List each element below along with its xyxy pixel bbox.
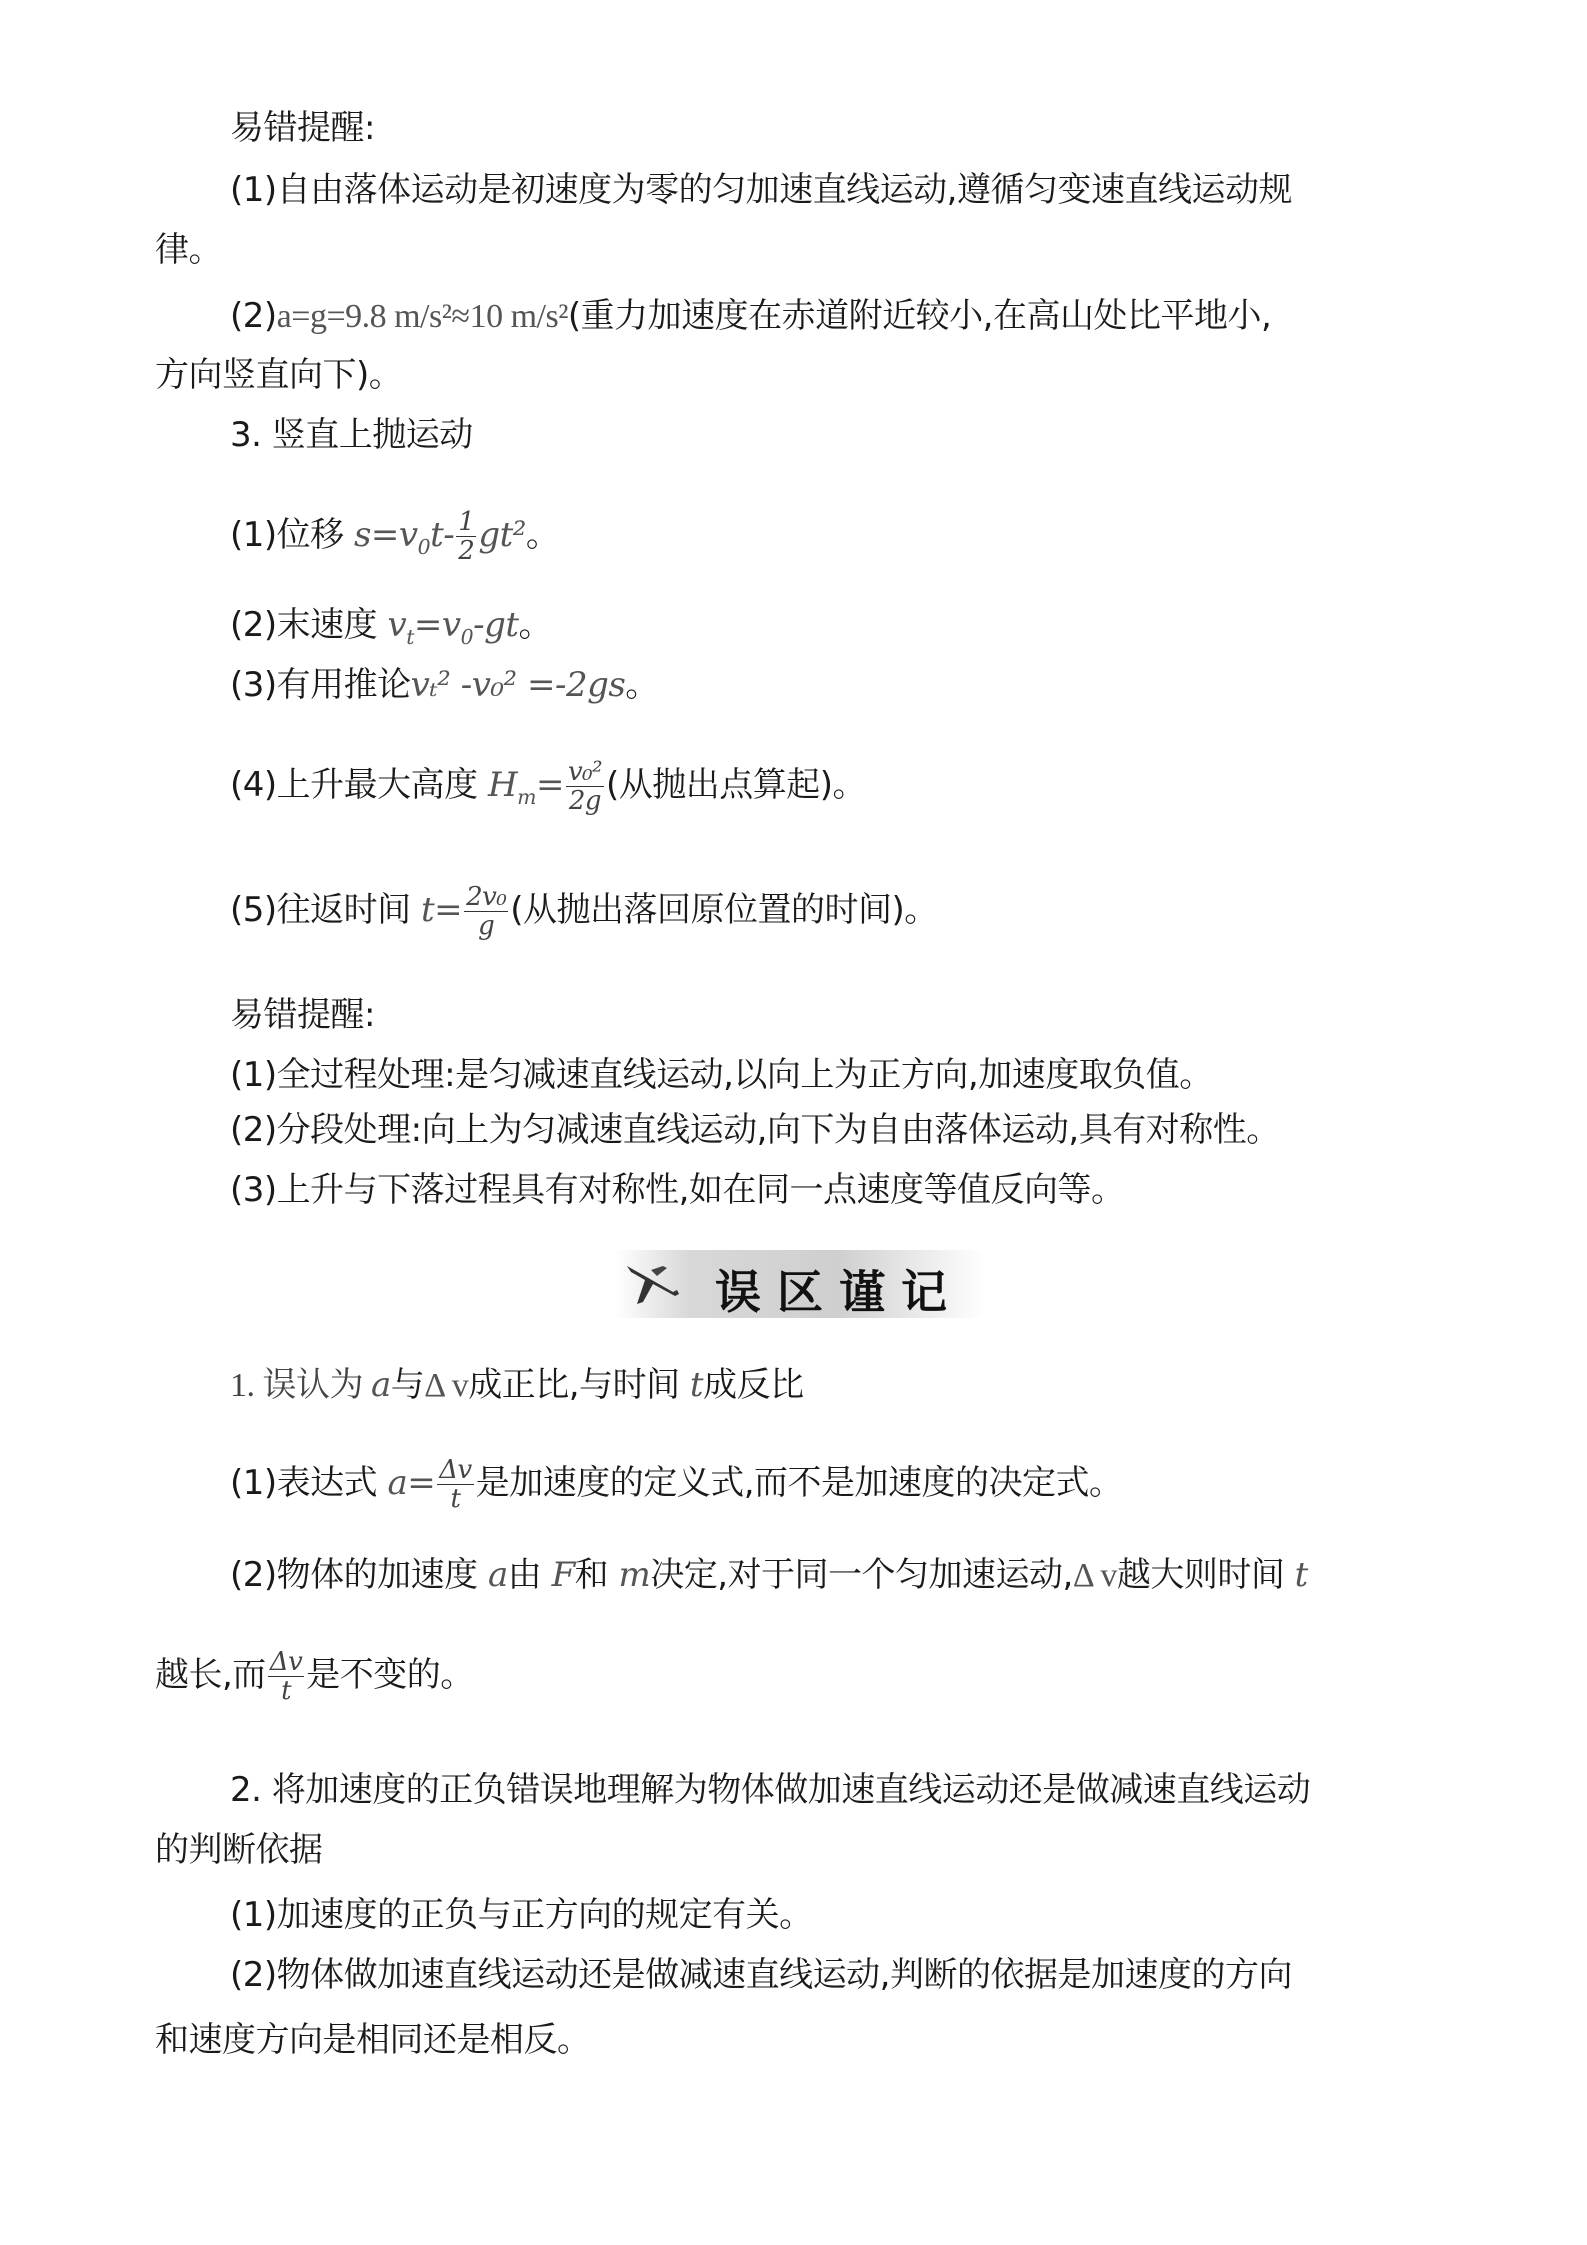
tip-2-prefix: (2): [230, 296, 277, 336]
misconception-2-sub-2-line-2: 和速度方向是相同还是相反。: [155, 2020, 591, 2060]
tip-2-text: (重力加速度在赤道附近较小,在高山处比平地小,: [567, 296, 1272, 336]
misconception-2-sub-1: (1)加速度的正负与正方向的规定有关。: [230, 1895, 813, 1935]
tip-1-line-1: (1)自由落体运动是初速度为零的匀加速直线运动,遵循匀变速直线运动规: [230, 170, 1292, 210]
fraction-v0sq-over-2g: $\frac{\text{v₀²}}{2g}$: [567, 757, 603, 816]
tip-symmetry: (3)上升与下落过程具有对称性,如在同一点速度等值反向等。: [230, 1170, 1125, 1210]
item-max-height: (4)上升最大高度 $H_m=$ $\frac{\text{v₀²}}{2g}$ (从抛出点算起)。: [230, 757, 867, 816]
item-useful-inference: (3)有用推论vₜ² -v₀² =-2gs。: [230, 665, 659, 705]
misconception-1-heading: 1. 误认为 a与Δ v成正比,与时间 t成反比: [230, 1365, 804, 1405]
fraction-dv-over-t: $\frac{\Delta v}{t}$: [439, 1455, 472, 1514]
tip-segmented: (2)分段处理:向上为匀减速直线运动,向下为自由落体运动,具有对称性。: [230, 1110, 1280, 1150]
fraction-dv-over-t-2: $\frac{\Delta v}{t}$: [269, 1647, 303, 1706]
misconception-2-sub-2-line-1: (2)物体做加速直线运动还是做减速直线运动,判断的依据是加速度的方向: [230, 1955, 1292, 1995]
fraction-2v0-over-g: $\frac{\text{2v₀}}{g}$: [466, 882, 507, 941]
section-heading-vertical-throw: 3. 竖直上抛运动: [230, 415, 473, 455]
tip-heading: 易错提醒:: [230, 108, 375, 148]
airplane-icon: [623, 1256, 683, 1312]
banner-title: 误区谨记: [715, 1265, 963, 1319]
tip-heading-2: 易错提醒:: [230, 995, 375, 1035]
tip-1-line-2: 律。: [155, 230, 222, 270]
fraction-half: $\frac{1}{2}$: [458, 507, 475, 566]
misconception-1-sub-2-line-1: (2)物体的加速度 a由 F和 m决定,对于同一个匀加速运动,Δ v越大则时间 t: [230, 1555, 1308, 1595]
misconception-1-sub-2-line-2: 越长,而 $\frac{\Delta v}{t}$ 是不变的。: [155, 1647, 474, 1706]
tip-2-line-2: 方向竖直向下)。: [155, 355, 403, 395]
item-final-velocity: (2)末速度 $v_t=v_0-gt$。: [230, 605, 552, 649]
item-displacement: (1)位移 $s=v_0t-$ $\frac{1}{2}$ gt²。: [230, 507, 560, 566]
item-round-trip-time: (5)往返时间 t= $\frac{\text{2v₀}}{g}$ (从抛出落回原位置的时间)。: [230, 882, 938, 941]
tip-whole-process: (1)全过程处理:是匀减速直线运动,以向上为正方向,加速度取负值。: [230, 1055, 1213, 1095]
misconception-2-heading-line-2: 的判断依据: [155, 1830, 323, 1870]
misconception-1-sub-1: (1)表达式 a= $\frac{\Delta v}{t}$ 是加速度的定义式,而不是加速度的决定式。: [230, 1455, 1123, 1514]
misconception-2-heading-line-1: 2. 将加速度的正负错误地理解为物体做加速直线运动还是做减速直线运动: [230, 1770, 1311, 1810]
section-banner: [615, 1250, 985, 1318]
tip-2-line-1: [230, 294, 1271, 339]
gravity-formula: a=g=9.8 m/s²≈10 m/s²: [276, 298, 568, 335]
